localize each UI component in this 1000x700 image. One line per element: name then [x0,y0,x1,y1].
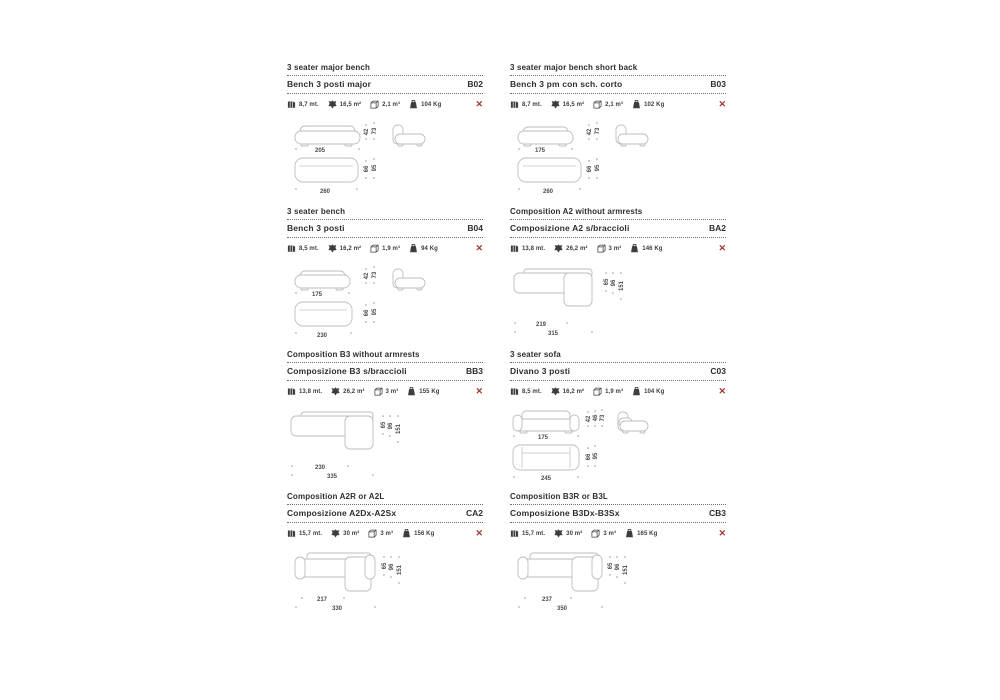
dimension-label: 245 [540,476,552,482]
spec-weight [625,529,657,538]
red-cross-icon: ✕ [475,99,483,109]
dimension-label: 73 [595,127,601,135]
spec-fabric [510,387,542,396]
dimension-label: 65 [382,562,388,570]
product-code: BB3 [465,366,483,376]
product-card-bb3 [287,350,483,485]
spec-value: 3 m³ [608,245,622,252]
product-title-it: Composizione B3Dx-B3Sx [510,508,620,518]
product-title-en: Composition B3R or B3L [510,492,608,501]
spec-value: 26,2 m² [566,245,588,252]
packing-box-icon [597,244,606,253]
dimension-label: 42 [587,128,593,136]
spec-value: 104 Kg [644,388,665,395]
spec-fabric [287,529,322,538]
product-title-it: Divano 3 posti [510,366,571,376]
product-code: B03 [710,79,726,89]
packing-box-icon [370,100,379,109]
technical-drawing [287,122,483,198]
product-code: B02 [467,79,483,89]
dotted-rule [287,237,483,238]
leather-hide-icon [328,100,337,109]
weight-icon [402,529,411,538]
dimension-label: 151 [623,564,629,576]
leather-hide-icon [328,244,337,253]
leather-hide-icon [331,529,340,538]
dimension-label: 66 [364,309,370,317]
spec-leather [328,244,361,253]
spec-volume [593,100,623,109]
packing-box-icon [368,529,377,538]
spec-value: 8,5 mt. [299,245,319,252]
spec-volume [593,387,623,396]
dimension-label: 217 [316,597,328,603]
red-cross-icon: ✕ [475,528,483,538]
weight-icon [407,387,416,396]
dimension-label: 95 [372,164,378,172]
weight-icon [632,100,641,109]
spec-value: 16,2 m² [339,245,362,252]
spec-weight [407,387,439,396]
title-row [510,76,726,93]
dimension-label: 66 [364,165,370,173]
technical-drawing [510,266,726,342]
dimension-label: 175 [537,435,549,441]
dimension-label: 73 [600,414,606,422]
leather-hide-icon [331,387,340,396]
weight-icon [632,387,641,396]
title-row [287,505,483,522]
dimension-label: 260 [319,189,331,195]
fabric-meters-icon [510,387,519,396]
product-card-b02 [287,63,483,198]
spec-value: 8,7 mt. [522,101,542,108]
product-title-it: Composizione A2 s/braccioli [510,223,630,233]
spec-row [287,99,483,110]
dimension-label: 73 [372,271,378,279]
dimension-label: 96 [615,563,621,571]
product-title-it: Bench 3 posti [287,223,345,233]
spec-value: 15,7 mt. [299,530,323,537]
dimension-label: 151 [396,423,402,435]
spec-leather [328,100,361,109]
spec-value: 8,7 mt. [299,101,319,108]
spec-row [510,243,726,254]
title-row [287,76,483,93]
red-cross-icon: ✕ [718,99,726,109]
side-view [393,269,425,290]
spec-fabric [287,387,322,396]
dimension-label: 205 [314,148,326,154]
product-title-it: Composizione A2Dx-A2Sx [287,508,397,518]
composition-plan-view [514,269,592,306]
spec-leather [551,100,584,109]
dimension-label: 335 [326,474,338,480]
dimension-label: 350 [556,606,568,612]
product-code: BA2 [708,223,726,233]
spec-value: 26,2 m² [343,388,365,395]
spec-value: 94 Kg [421,245,438,252]
dimension-label: 96 [388,422,394,430]
title-row [510,220,726,237]
packing-box-icon [374,387,383,396]
spec-volume [370,100,400,109]
product-title-it: Composizione B3 s/braccioli [287,366,407,376]
dotted-rule [510,522,726,523]
product-code: B04 [467,223,483,233]
spec-row [510,528,726,539]
spec-volume [597,244,622,253]
spec-weight [402,529,434,538]
plan-view [518,158,581,182]
dimension-label: 96 [389,563,395,571]
product-card-b03 [510,63,726,198]
weight-icon [409,244,418,253]
product-title-en: Composition A2 without armrests [510,207,643,216]
spec-value: 156 Kg [414,530,435,537]
spec-value: 8,5 mt. [522,388,542,395]
fabric-meters-icon [510,244,519,253]
composition-plan-view [518,553,602,591]
weight-icon [409,100,418,109]
spec-weight [409,100,441,109]
packing-box-icon [593,100,602,109]
technical-drawing [510,122,726,198]
spec-weight [632,387,664,396]
spec-value: 16,2 m² [562,388,585,395]
dimension-label: 230 [314,465,326,471]
fabric-meters-icon [510,100,519,109]
dimension-label: 219 [535,322,547,328]
leather-hide-icon [554,244,563,253]
spec-value: 102 Kg [644,101,665,108]
title-row [287,220,483,237]
dimension-label: 151 [397,564,403,576]
dimension-label: 42 [364,128,370,136]
red-cross-icon: ✕ [718,528,726,538]
red-cross-icon: ✕ [475,386,483,396]
spec-weight [632,100,664,109]
fabric-meters-icon [287,100,296,109]
spec-weight [630,244,662,253]
dimension-label: 96 [611,279,617,287]
spec-value: 13,8 mt. [299,388,323,395]
dimension-label: 42 [364,272,370,280]
plan-view [295,158,358,182]
product-card-ba2 [510,207,726,342]
dimension-label: 42 [586,415,592,423]
spec-value: 1,9 m³ [382,245,401,252]
composition-plan-view [291,412,373,449]
spec-value: 3 m³ [385,388,399,395]
side-view [618,412,648,433]
front-view [295,126,360,146]
title-row [510,505,726,522]
product-code: C03 [710,366,726,376]
spec-value: 155 Kg [419,388,440,395]
spec-fabric [510,244,545,253]
dimension-label: 65 [604,278,610,286]
spec-value: 3 m³ [603,530,617,537]
dimension-label: 66 [587,165,593,173]
dimension-label: 95 [593,452,599,460]
technical-drawing [287,409,483,485]
product-code: CA2 [465,508,483,518]
dimension-label: 65 [381,421,387,429]
product-title-it: Bench 3 posti major [287,79,372,89]
red-cross-icon: ✕ [475,243,483,253]
spec-row [287,243,483,254]
front-view [295,271,350,290]
dimension-label: 65 [608,562,614,570]
dimension-label: 46 [593,414,599,422]
side-view [616,125,648,146]
product-card-ca2 [287,492,483,627]
weight-icon [625,529,634,538]
technical-drawing [510,409,726,485]
plan-view [513,445,579,470]
fabric-meters-icon [287,387,296,396]
product-card-cb3 [510,492,726,627]
fabric-meters-icon [287,529,296,538]
dotted-rule [510,380,726,381]
leather-hide-icon [551,100,560,109]
product-title-en: Composition A2R or A2L [287,492,385,501]
leather-hide-icon [554,529,563,538]
technical-drawing [287,551,483,627]
plan-view [295,302,352,326]
spec-fabric [510,529,545,538]
dimension-label: 237 [541,597,553,603]
product-title-en: 3 seater major bench [287,63,371,72]
dimension-label: 175 [534,148,546,154]
product-title-en: 3 seater bench [287,207,346,216]
spec-fabric [510,100,542,109]
fabric-meters-icon [510,529,519,538]
spec-volume [368,529,393,538]
dimension-label: 330 [331,606,343,612]
spec-weight [409,244,438,253]
dimension-label: 260 [542,189,554,195]
dimension-label: 151 [619,280,625,292]
spec-value: 104 Kg [421,101,442,108]
dimension-label: 95 [372,308,378,316]
dimension-label: 175 [311,292,323,298]
dimension-label: 315 [547,331,559,337]
dimension-label: 73 [372,127,378,135]
product-title-en: 3 seater sofa [510,350,561,359]
dotted-rule [287,522,483,523]
spec-value: 16,5 m² [339,101,362,108]
spec-leather [551,387,584,396]
spec-value: 16,5 m² [562,101,585,108]
composition-plan-view [295,553,375,591]
front-view [518,127,573,146]
product-title-en: 3 seater major bench short back [510,63,638,72]
packing-box-icon [370,244,379,253]
spec-leather [331,529,359,538]
spec-value: 30 m² [566,530,583,537]
product-card-c03 [510,350,726,485]
spec-value: 30 m² [343,530,360,537]
spec-value: 2,1 m³ [382,101,401,108]
leather-hide-icon [551,387,560,396]
spec-volume [591,529,616,538]
packing-box-icon [591,529,600,538]
spec-value: 3 m³ [380,530,394,537]
red-cross-icon: ✕ [718,386,726,396]
spec-volume [370,244,400,253]
packing-box-icon [593,387,602,396]
spec-leather [331,387,364,396]
dimension-label: 230 [316,333,328,339]
dotted-rule [287,93,483,94]
dimension-label: 95 [595,164,601,172]
spec-fabric [287,100,319,109]
spec-leather [554,244,587,253]
spec-leather [554,529,582,538]
dimension-label: 66 [586,453,592,461]
dotted-rule [510,93,726,94]
spec-row [287,386,483,397]
product-code: CB3 [708,508,726,518]
technical-drawing [510,551,726,627]
spec-value: 146 Kg [642,245,663,252]
product-card-b04 [287,207,483,342]
front-view [513,411,579,433]
product-title-en: Composition B3 without armrests [287,350,420,359]
side-view [393,125,425,146]
spec-row [510,99,726,110]
spec-volume [374,387,399,396]
technical-drawing [287,266,483,342]
dotted-rule [287,380,483,381]
red-cross-icon: ✕ [718,243,726,253]
product-title-it: Bench 3 pm con sch. corto [510,79,623,89]
spec-row [287,528,483,539]
title-row [510,363,726,380]
spec-value: 15,7 mt. [522,530,546,537]
spec-value: 1,9 m³ [605,388,624,395]
title-row [287,363,483,380]
weight-icon [630,244,639,253]
fabric-meters-icon [287,244,296,253]
spec-fabric [287,244,319,253]
spec-value: 165 Kg [637,530,658,537]
spec-value: 13,8 mt. [522,245,546,252]
spec-row [510,386,726,397]
spec-value: 2,1 m³ [605,101,624,108]
dotted-rule [510,237,726,238]
